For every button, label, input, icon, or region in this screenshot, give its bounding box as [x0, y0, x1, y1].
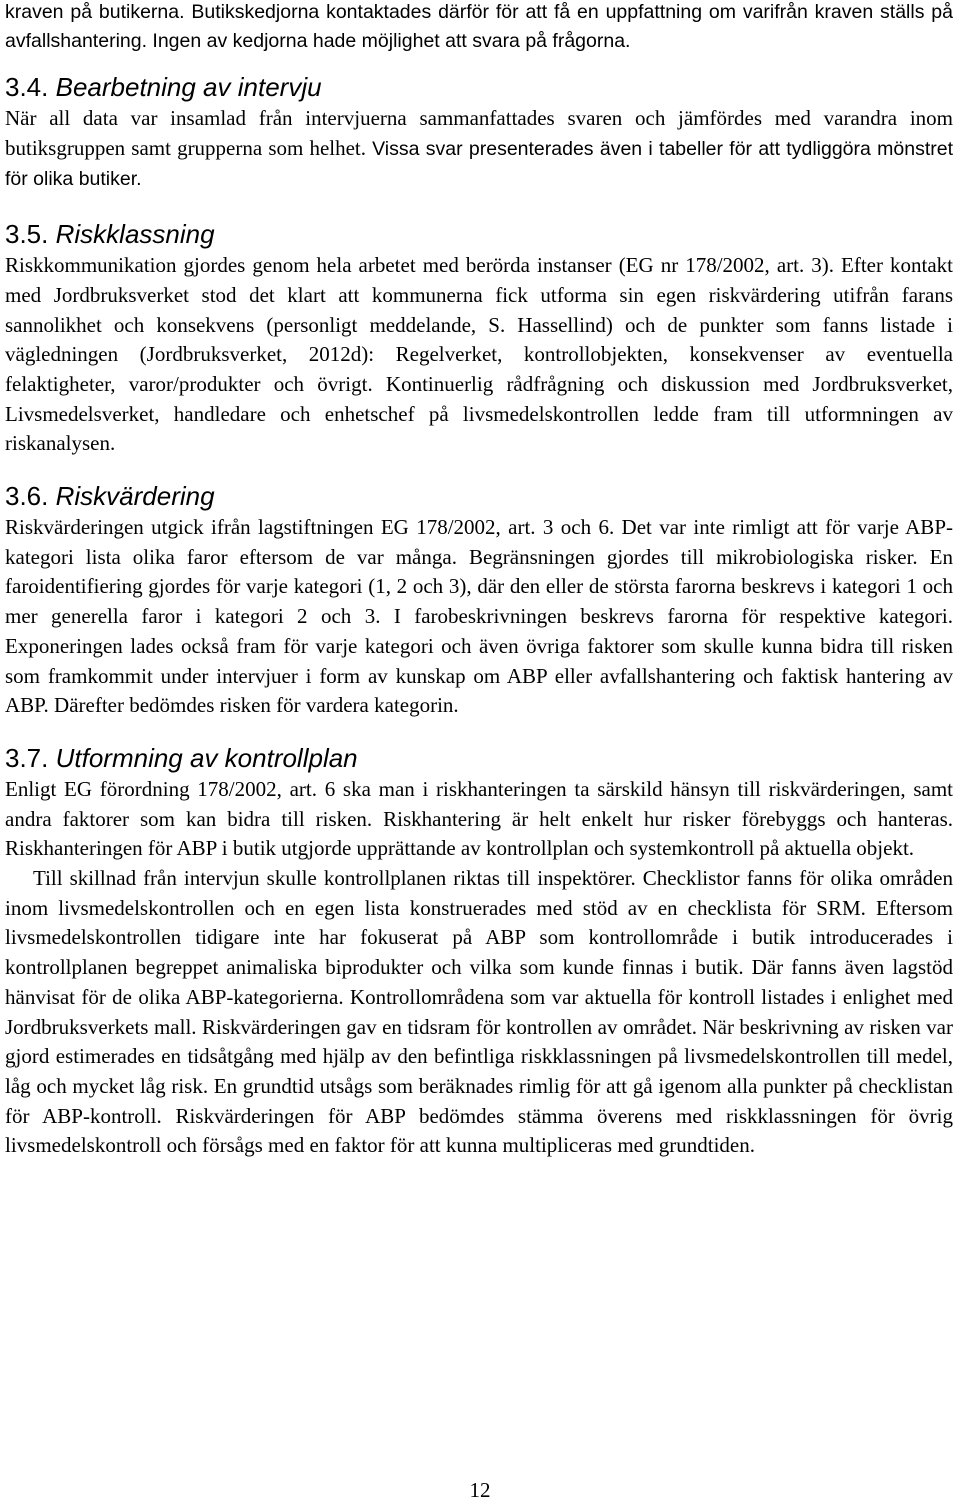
section-number: 3.5.	[5, 219, 49, 250]
section-3-5-heading	[5, 219, 953, 249]
section-number: 3.7.	[5, 742, 49, 773]
section-title: Riskklassning	[55, 219, 215, 250]
section-3-7-body-2: Till skillnad från intervjun skulle kontrollplanen riktas till inspektörer. Checklistor fanns för olika områden inom livsmedelskontrollen och en egen lista konstruerades med stöd av en checklista för SRM. Eftersom livsmedelskontrollen tidigare inte har fokuserat på ABP som kontrollområde i butik introducerades i kontrollplanen begreppet animaliska biprodukter och vilka som kunde finnas i butik. Där fanns även lagstöd hänvisat för de olika ABP-kategorierna. Kontrollområdena som var aktuella för kontroll listades i enlighet med Jordbruksverkets mall. Riskvärderingen gav en tidsram för kontrollen av området. När beskrivning av risken var gjord estimerades en tidsåtgång med hjälp av den befintliga riskklassningen på livsmedelskontrollen till medel, låg och mycket låg risk. En grundtid utsågs som beräknades rimlig för att gå igenom alla punkter på checklistan för ABP-kontroll. Riskvärderingen för ABP bedömdes stämma överens med riskklassningen för övrig livsmedelskontroll och försågs med en faktor för att kunna multipliceras med grundtiden.	[5, 866, 953, 1158]
section-3-4-body-sans: Vissa svar presenterades även i tabeller för att tydliggöra mönstret för olika butiker.	[5, 137, 954, 191]
section-3-6-heading	[5, 481, 953, 511]
page-number: 12	[469, 1478, 491, 1502]
section-3-6-body: Riskvärderingen utgick ifrån lagstiftningen EG 178/2002, art. 3 och 6. Det var inte rimligt att för varje ABP-kategori lista olika faror eftersom de var många. Begränsningen gjordes till mikrobiologiska risker. En faroidentifiering gjordes för varje kategori (1, 2 och 3), där den eller de största farorna beskrevs i kategori 1 och mer generella faror i kategori 2 och 3. I farobeskrivningen beskrevs farorna för respektive kategori. Exponeringen lades också fram för varje kategori och även övriga faktorer som skulle kunna bidra till risken som framkommit under intervjuer i form av kunskap om ABP eller avfallshantering och faktisk hantering av ABP. Därefter bedömdes risken för vardera kategorin.	[5, 515, 953, 718]
section-title: Riskvärdering	[55, 481, 215, 512]
section-title: Bearbetning av intervju	[55, 72, 322, 102]
section-number: 3.4.	[5, 72, 49, 102]
section-3-4-body	[5, 104, 953, 195]
section-title: Utformning av kontrollplan	[55, 742, 358, 773]
document-page	[5, 0, 953, 1161]
section-3-4-heading	[5, 72, 953, 102]
section-3-5-body: Riskkommunikation gjordes genom hela arbetet med berörda instanser (EG nr 178/2002, art. 3). Efter kontakt med Jordbruksverket stod det klart att kommunerna fick utforma sin egen riskvärdering utifrån farans sannolikhet och konsekvens (personligt meddelande, S. Hassellind) och de punkter som fanns listade i vägledningen (Jordbruksverket, 2012d): Regelverket, kontrollobjekten, konsekvenser av eventuella felaktigheter, varor/produkter och övrigt. Kontinuerlig rådfrågning och diskussion med Jordbruksverket, Livsmedelsverket, handledare och enhetschef på livsmedelskontrollen ledde fram till utformningen av riskanalysen.	[5, 253, 953, 456]
section-number: 3.6.	[5, 481, 49, 512]
section-3-7-heading	[5, 743, 953, 773]
section-3-4-body-serif: När all data var insamlad från intervjuerna sammanfattades svaren och jämfördes med varandra inom butiksgruppen samt grupperna som helhet.	[5, 106, 953, 160]
intro-paragraph: kraven på butikerna. Butikskedjorna kontaktades därför för att få en uppfattning om varifrån kraven ställs på avfallshantering. Ingen av kedjorna hade möjlighet att svara på frågorna.	[5, 1, 953, 52]
section-3-7-body-1: Enligt EG förordning 178/2002, art. 6 ska man i riskhanteringen ta särskild hänsyn till riskvärderingen, samt andra faktorer som kan bidra till risken. Riskhantering är helt enkelt hur risker förebyggs och hanteras. Riskhanteringen för ABP i butik utgjorde upprättande av kontrollplan och systemkontroll på aktuella objekt.	[5, 776, 953, 861]
